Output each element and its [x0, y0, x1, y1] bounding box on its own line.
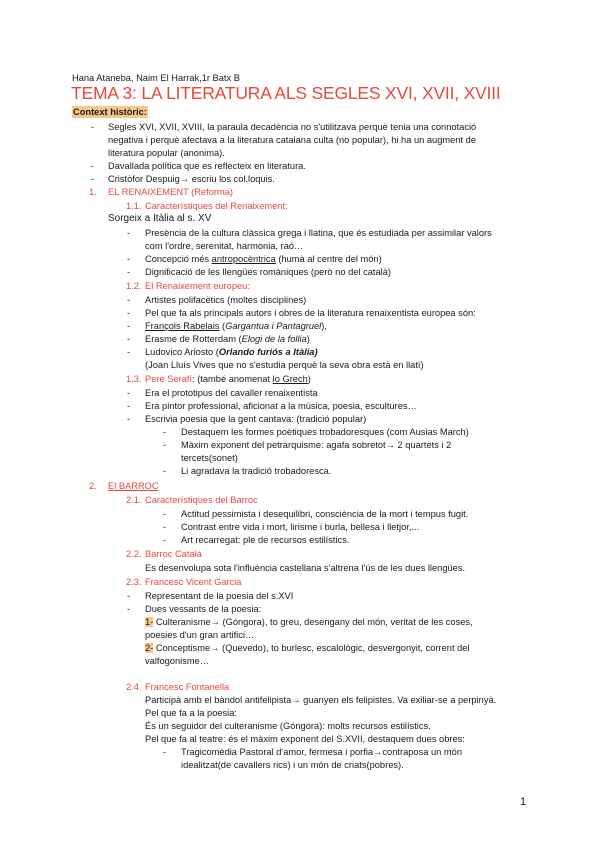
subsection-number: 1.2. [126, 281, 142, 291]
list-item: Actitud pessimista i desequilibri, consciència de la mort i tempus fugit. [181, 509, 469, 519]
list-item: Artistes polifacètics (moltes disciplines) [145, 295, 307, 305]
list-item: Destaquem les formes poètiques trobadoresques (com Ausias March) [181, 427, 469, 437]
context-text: negativa i perquè afectava a la literatura catalana culta (no popular), hi ha un augment de [108, 135, 476, 145]
section-number: 1. [89, 187, 97, 197]
page-title: TEMA 3: LA LITERATURA ALS SEGLES XVI, XVII, XVIII [71, 83, 501, 103]
bullet-dash: - [127, 334, 131, 344]
list-item: Ludovico Ariosto (Orlando furiós a Itàlia) [145, 347, 318, 357]
subsection-number: 2.1. [126, 495, 142, 505]
list-item: Era pintor professional, aficionat a la música, poesia, escultures… [145, 401, 417, 411]
bullet-dash: - [91, 161, 95, 171]
paragraph-text: Participà amb el bàndol antifelipista→ guanyen els felipistes. Va exiliar-se a perpinyà. [145, 695, 497, 705]
bullet-dash: - [127, 401, 131, 411]
bullet-dash: - [163, 535, 167, 545]
context-text: literatura popular (anonima). [108, 148, 225, 158]
list-item: Erasme de Rotterdam (Elogi de la follia) [145, 334, 310, 344]
bullet-dash: - [163, 522, 167, 532]
context-text: Cristòfor Despuig→ escriu los col.loquis. [108, 174, 275, 184]
bullet-dash: - [163, 747, 167, 757]
list-item: idealitzat(de cavallers rics) i un món de criats(pobres). [181, 760, 404, 770]
list-item: 1- Culteranisme→ (Góngora), to greu, desengany del món, veritat de les coses, [145, 617, 473, 627]
bullet-dash: - [91, 174, 95, 184]
bullet-dash: - [163, 440, 167, 450]
bullet-dash: - [91, 122, 95, 132]
subsection-title: Francesc Vicent Garcia [145, 577, 242, 587]
paragraph-text: Pel que fa al teatre: és el màxim exponent del S.XVII, destaquem dues obres: [145, 734, 465, 744]
bullet-dash: - [163, 466, 167, 476]
list-item: (Joan Lluís Vives que no s'estudia perquè la seva obra està en llatí) [145, 360, 424, 370]
subsection-title: Pere Serafí: (també anomenat lo Grech) [145, 374, 311, 384]
bullet-dash: - [127, 414, 131, 424]
subsection-number: 1.1. [126, 201, 142, 211]
subsection-title: El Renaixement europeu: [145, 281, 250, 291]
section-number: 2. [89, 481, 97, 491]
subsection-title: Característiques del Renaixement: [145, 201, 288, 211]
list-item: Escrivia poesia que la gent cantava: (tradició popular) [145, 414, 367, 424]
bullet-dash: - [127, 254, 131, 264]
list-item: Presència de la cultura clàssica grega i llatina, que és estudiada per assimilar valors [145, 228, 492, 238]
bullet-dash: - [127, 347, 131, 357]
bullet-dash: - [127, 267, 131, 277]
paragraph-text: Pel que fa a la poesia: [145, 708, 238, 718]
authors-line: Hana Ataneba, Naim El Harrak,1r Batx B [72, 73, 240, 83]
list-item: 2- Conceptisme→ (Quevedo), to burlesc, escalològic, desvergonyit, corrent del [145, 643, 470, 653]
subsection-number: 1.3. [126, 374, 142, 384]
list-item: Pel que fa als principals autors i obres de la literatura renaixentista europea són: [145, 308, 476, 318]
bullet-dash: - [127, 228, 131, 238]
subsection-number: 2.3. [126, 577, 142, 587]
subsection-number: 2.4. [126, 682, 142, 692]
bullet-dash: - [127, 604, 131, 614]
list-item: poesies d'un gran artifici… [145, 630, 255, 640]
bullet-dash: - [127, 591, 131, 601]
list-item: Li agradava la tradició trobadoresca. [181, 466, 332, 476]
bullet-dash: - [163, 509, 167, 519]
bullet-dash: - [127, 308, 131, 318]
list-item: Màxim exponent del petrarquisme: agafa sobretot→ 2 quartets i 2 [181, 440, 452, 450]
list-item: François Rabelais (Gargantua i Pantagruel), [145, 321, 327, 331]
paragraph-text: És un seguidor del culteranisme (Góngora): molts recursos estilístics. [145, 721, 431, 731]
context-heading: Context històric: [73, 107, 147, 117]
list-item: Dues vessants de la poesia: [145, 604, 262, 614]
subsection-number: 2.2. [126, 549, 142, 559]
list-item: Art recarregat: ple de recursos estilístics. [181, 535, 350, 545]
list-item: valfogonisme… [145, 656, 210, 666]
list-item: Dignificació de les llengües romàniques (però no del català) [145, 267, 391, 277]
context-text: Segles XVI, XVII, XVIII, la paraula decadència no s'utilitzava perquè tenia una connotació [108, 122, 477, 132]
bullet-dash: - [127, 295, 131, 305]
list-item: Era el prototipus del cavaller renaixentista [145, 388, 318, 398]
list-item: Concepció més antropocèntrica (humà al centre del món) [145, 254, 382, 264]
page-number: 1 [520, 796, 527, 808]
bullet-dash: - [127, 388, 131, 398]
section-title: EL RENAIXEMENT (Reforma) [108, 187, 234, 197]
subsection-title: Barroc Català [145, 549, 202, 559]
list-item: Representant de la poesia del s.XVI [145, 591, 294, 601]
paragraph-text: Es desenvolupa sota l'influència castellana s'altrena l'ús de les dues llengües. [145, 563, 466, 573]
context-text: Davallada política que es reflecteix en literatura. [108, 161, 306, 171]
list-item: tercets(sonet) [181, 453, 238, 463]
lead-text: Sorgeix a Itàlia al s. XV [108, 213, 212, 224]
list-item: com l'ordre, serenitat, harmonia, raó… [145, 241, 304, 251]
subsection-title: Francesc Fontanella [145, 682, 230, 692]
bullet-dash: - [127, 321, 131, 331]
subsection-title: Característiques del Barroc [145, 495, 258, 505]
list-item: Contrast entre vida i mort, lirisme i burla, bellesa i lletjor,... [181, 522, 420, 532]
list-item: Tragicomèdia Pastoral d'amor, fermesa i porfia→contraposa un món [181, 747, 462, 757]
bullet-dash: - [163, 427, 167, 437]
section-title: El BARROC [108, 481, 159, 491]
